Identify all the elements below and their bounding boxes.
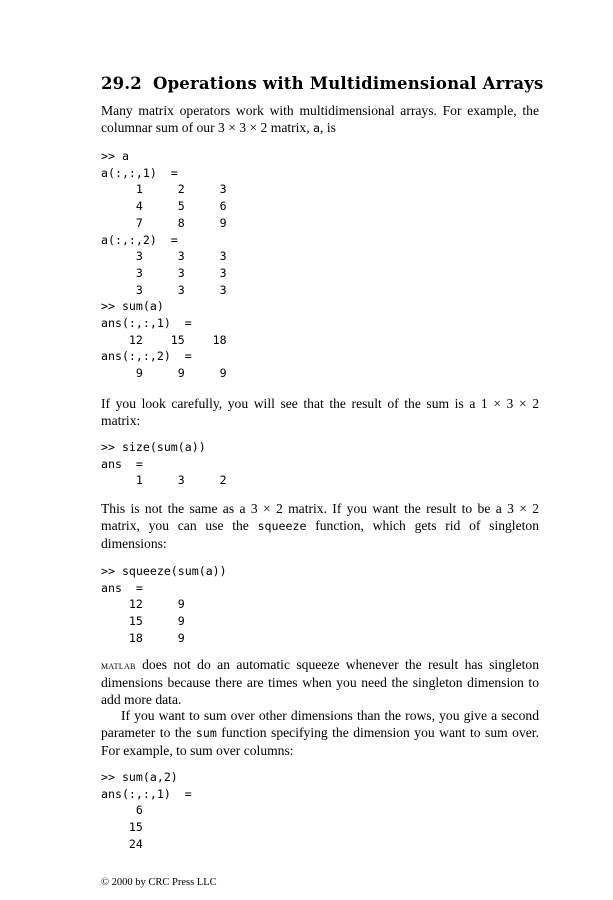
squeeze-function-name: squeeze (257, 519, 307, 533)
result-paragraph: If you look carefully, you will see that the result of the sum is a 1 × 3 × 2 matrix: (101, 396, 539, 428)
dimension-function-name: sum (195, 726, 217, 740)
squeeze-text-end: function, which gets rid of singleton dimensions: (101, 518, 539, 551)
code-block-sum: >> a a(:,:,1) = 1 2 3 4 5 6 7 8 9 a(:,:,2) = 3 3 3 3 3 3 3 3 3 >> sum(a) ans(:,:,1) = 12 15 18 ans(:,:,2) = 9 9 9 (101, 149, 227, 381)
squeeze-text: This is not the same as a 3 × 2 matrix. If you want the result to be a 3 × 2 matrix, you can use the (101, 501, 539, 533)
matlab-text: does not do an automatic squeeze whenever the result has singleton dimensions because there are times when you need the singleton dimension to add more data. (101, 657, 539, 707)
section-title: Operations with Multidimensional Arrays (153, 74, 544, 93)
dimension-text: If you want to sum over other dimensions than the rows, you give a second parameter to the (101, 708, 539, 740)
matlab-name: matlab (101, 658, 136, 672)
intro-paragraph (101, 102, 539, 137)
code-block-sum-columns: >> sum(a,2) ans(:,:,1) = 6 15 24 (101, 770, 192, 851)
intro-variable: a (313, 121, 321, 135)
code-block-squeeze: >> squeeze(sum(a)) ans = 12 9 15 9 18 9 (101, 564, 227, 645)
squeeze-paragraph (101, 500, 539, 552)
intro-text-end: , is (320, 120, 336, 135)
section-number: 29.2 (101, 74, 142, 93)
dimension-text-end: function specifying the dimension you want to sum over. For example, to sum over columns: (101, 725, 539, 758)
dimension-paragraph (101, 707, 539, 759)
code-block-size: >> size(sum(a)) ans = 1 3 2 (101, 440, 227, 488)
intro-text: Many matrix operators work with multidimensional arrays. For example, the columnar sum of our 3 × 3 × 2 matrix, (101, 103, 539, 135)
section-heading (101, 74, 544, 93)
matlab-paragraph (101, 656, 539, 708)
copyright-footer: © 2000 by CRC Press LLC (101, 877, 217, 888)
